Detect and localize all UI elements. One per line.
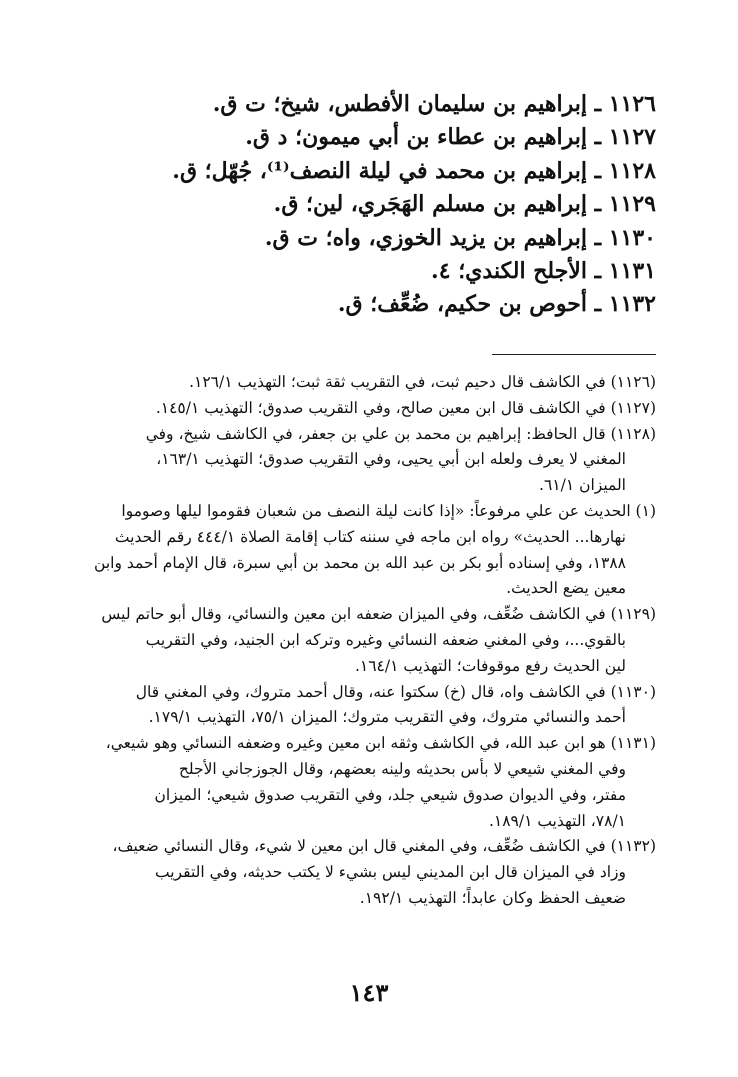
footnote-line: (١) الحديث عن علي مرفوعاً: «إذا كانت ليلة النصف من شعبان فقوموا ليلها وصوموا — [121, 501, 656, 520]
footnote-1128 — [78, 422, 656, 499]
footnote-line: ضعيف الحفظ وكان عابداً؛ التهذيب ١٩٢/١. — [359, 888, 626, 907]
footnote-1127 — [78, 396, 656, 422]
footnote-line: ١٣٨٨، وفي إسناده أبو بكر بن عبد الله بن محمد بن أبي سبرة، قال الإمام أحمد وابن — [94, 553, 626, 572]
entry-1130: ١١٣٠ ـ إبراهيم بن يزيد الخوزي، واه؛ ت ق. — [264, 224, 656, 251]
footnote-line: أحمد والنسائي متروك، وفي التقريب متروك؛ الميزان ٧٥/١، التهذيب ١٧٩/١. — [148, 708, 626, 727]
page-number: ١٤٣ — [349, 978, 389, 1007]
entry-1132: ١١٣٢ ـ أحوص بن حكيم، ضُعِّف؛ ق. — [337, 291, 656, 318]
footnote-line: معين يضع الحديث. — [506, 579, 626, 598]
entry-1129: ١١٢٩ ـ إبراهيم بن مسلم الهَجَري، لين؛ ق. — [273, 191, 656, 218]
footnote-1 — [78, 499, 656, 602]
footnote-line: وفي المغني شيعي لا بأس بحديثه ولينه بعضهم، وقال الجوزجاني الأجلح — [178, 759, 626, 778]
footnote-line: بالقوي...، وفي المغني ضعفه النسائي وغيره وتركه ابن الجنيد، وفي التقريب — [145, 630, 626, 649]
footnote-line: (١١٣١) هو ابن عبد الله، في الكاشف وثقه ابن معين وغيره وضعفه النسائي وهو شيعي، — [105, 734, 656, 753]
footnote-line: (١١٢٨) قال الحافظ: إبراهيم بن محمد بن علي بن جعفر، في الكاشف شيخ، وفي — [145, 424, 656, 443]
footnote-line: الميزان ٦١/١. — [539, 476, 626, 495]
footnote-line: وزاد في الميزان قال ابن المديني ليس بشيء لا يكتب حديثه، وفي التقريب — [155, 863, 626, 882]
footnote-line: (١١٣٠) في الكاشف واه، قال (خ) سكتوا عنه، وقال أحمد متروك، وفي المغني قال — [135, 682, 656, 701]
footnote-1130 — [78, 680, 656, 732]
footnote-line: نهارها... الحديث» رواه ابن ماجه في سننه كتاب إقامة الصلاة ٤٤٤/١ رقم الحديث — [114, 527, 626, 546]
entry-1127: ١١٢٧ ـ إبراهيم بن عطاء بن أبي ميمون؛ د ق. — [245, 124, 656, 151]
footnote-line: المغني لا يعرف ولعله ابن أبي يحيى، وفي التقريب صدوق؛ التهذيب ١٦٣/١، — [156, 450, 626, 469]
entry-1131: ١١٣١ ـ الأجلح الكندي؛ ٤. — [431, 258, 656, 285]
footnote-line: لين الحديث رفع موقوفات؛ التهذيب ١٦٤/١. — [354, 656, 626, 675]
footnote-line: (١١٢٧) في الكاشف قال ابن معين صالح، وفي التقريب صدوق؛ التهذيب ١٤٥/١. — [155, 398, 656, 417]
entry-1126: ١١٢٦ ـ إبراهيم بن سليمان الأفطس، شيخ؛ ت ق. — [212, 91, 656, 117]
footnote-1132 — [78, 834, 656, 911]
footnote-line: مفتر، وفي الديوان صدوق شيعي جلد، وفي التقريب صدوق شيعي؛ الميزان — [154, 785, 626, 804]
footnote-line: (١١٣٢) في الكاشف ضُعِّف، وفي المغني قال ابن معين لا شيء، وقال النسائي ضعيف، — [112, 837, 656, 856]
entry-1128: ١١٢٨ ـ إبراهيم بن محمد في ليلة النصف⁽¹⁾، جُهّل؛ ق. — [172, 157, 656, 184]
entries-list — [56, 88, 656, 322]
footnote-1126 — [78, 370, 656, 396]
footnotes — [78, 370, 656, 912]
footnote-line: ٧٨/١، التهذيب ١٨٩/١. — [488, 811, 626, 830]
footnote-separator — [492, 354, 656, 355]
footnote-1129 — [78, 602, 656, 679]
footnote-line: (١١٢٦) في الكاشف قال دحيم ثبت، في التقريب ثقة ثبت؛ التهذيب ١٢٦/١. — [189, 373, 656, 391]
footnote-1131 — [78, 731, 656, 834]
footnote-line: (١١٢٩) في الكاشف ضُعِّف، وفي الميزان ضعفه ابن معين والنسائي، وقال أبو حاتم ليس — [101, 605, 656, 624]
